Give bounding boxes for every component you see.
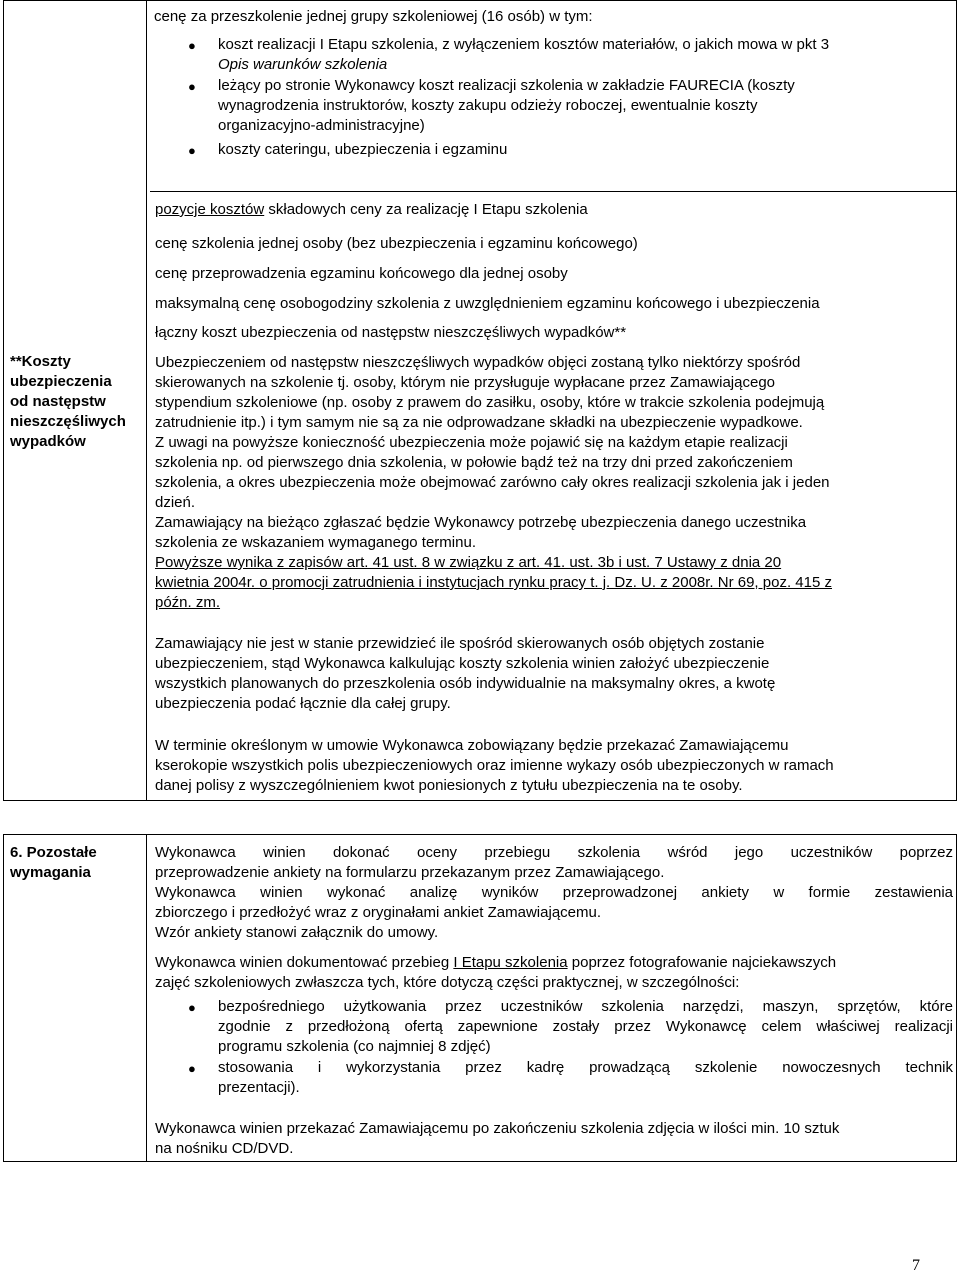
documentation-text-start: Wykonawca winien dokumentować przebieg	[155, 954, 454, 971]
bullet-text: koszt realizacji I Etapu szkolenia, z wyłączeniem kosztów materiałów, o jakich mowa w pkt 3	[218, 36, 830, 53]
insurance-text: zatrudnienie itp.) i tym samym nie są za nie odprowadzane składki na ubezpieczenie wypadkowe.	[155, 414, 803, 431]
insurance-label: ubezpieczenia	[10, 373, 112, 390]
section-label: wymagania	[10, 864, 91, 881]
insurance-text: szkolenia np. od pierwszego dnia szkolenia, w połowie bądź też na trzy dni przed zakończeniem	[155, 454, 793, 471]
legal-reference: kwietnia 2004r. o promocji zatrudnienia i instytucjach rynku pracy t. j. Dz. U. z 2008r. Nr 69, poz. 415 z	[155, 574, 832, 591]
bullet-icon: ●	[188, 1000, 196, 1015]
insurance-text: stypendium szkoleniowe (np. osoby z prawem do zasiłku, osoby, które w trakcie szkolenia podejmują	[155, 394, 825, 411]
bullet-text: bezpośredniego użytkowania przez uczestników szkolenia narzędzi, maszyn, sprzętów, które	[218, 998, 953, 1015]
insurance-text: dzień.	[155, 494, 196, 511]
insurance-text: kserokopie wszystkich polis ubezpieczeniowych oraz imienne wykazy osób ubezpieczonych w ramach	[155, 757, 834, 774]
cost-intro: cenę za przeszkolenie jednej grupy szkoleniowej (16 osób) w tym:	[154, 8, 593, 25]
insurance-label: nieszczęśliwych	[10, 413, 126, 430]
stage-reference: I Etapu szkolenia	[453, 954, 568, 971]
insurance-label: od następstw	[10, 393, 106, 410]
bullet-text: wynagrodzenia instruktorów, koszty zakupu odzieży roboczej, ewentualnie koszty	[218, 97, 758, 114]
cost-row: łączny koszt ubezpieczenia od następstw nieszczęśliwych wypadków**	[155, 324, 627, 341]
insurance-label: wypadków	[10, 433, 86, 450]
insurance-text: szkolenia ze wskazaniem wymaganego terminu.	[155, 534, 476, 551]
insurance-label: **Koszty	[10, 353, 71, 370]
column-divider	[146, 1, 147, 800]
delivery-text: na nośniku CD/DVD.	[155, 1140, 294, 1157]
costs-heading-underlined: pozycje kosztów	[155, 201, 265, 218]
insurance-text: W terminie określonym w umowie Wykonawca zobowiązany będzie przekazać Zamawiającemu	[155, 737, 789, 754]
bullet-text: zgodnie z przedłożoną ofertą zapewnione zostały przez Wykonawcę celem właściwej realizacji	[218, 1018, 953, 1035]
legal-reference: późn. zm.	[155, 594, 221, 611]
column-divider	[146, 835, 147, 1161]
bullet-icon: ●	[188, 79, 196, 94]
requirements-text: zbiorczego i przedłożyć wraz z oryginałami ankiet Zamawiającemu.	[155, 904, 602, 921]
requirements-text: Wzór ankiety stanowi załącznik do umowy.	[155, 924, 439, 941]
bullet-text: prezentacji).	[218, 1079, 300, 1096]
legal-reference: Powyższe wynika z zapisów art. 41 ust. 8 w związku z art. 41. ust. 3b i ust. 7 Ustawy z dnia 20	[155, 554, 782, 571]
cost-row: maksymalną cenę osobogodziny szkolenia z uwzględnieniem egzaminu końcowego i ubezpieczenia	[155, 295, 820, 312]
bullet-text-italic: Opis warunków szkolenia	[218, 56, 388, 73]
documentation-text	[155, 953, 836, 973]
row-divider	[150, 191, 956, 192]
insurance-text: Zamawiający nie jest w stanie przewidzieć ile spośród skierowanych osób objętych zostanie	[155, 635, 765, 652]
insurance-text: skierowanych na szkolenie tj. osoby, którym nie przysługuje wypłacane przez Zamawiającego	[155, 374, 776, 391]
insurance-text: wszystkich planowanych do przeszkolenia osób indywidualnie na maksymalny okres, a kwotę	[155, 675, 776, 692]
insurance-text: Z uwagi na powyższe konieczność ubezpieczenia może pojawić się na każdym etapie realizacji	[155, 434, 788, 451]
page-number: 7	[912, 1257, 920, 1274]
insurance-text: ubezpieczeniem, stąd Wykonawca kalkulując koszty szkolenia winien założyć ubezpieczenie	[155, 655, 770, 672]
cost-row: cenę szkolenia jednej osoby (bez ubezpieczenia i egzaminu końcowego)	[155, 235, 638, 252]
bullet-text: stosowania i wykorzystania przez kadrę prowadzącą szkolenie nowoczesnych technik	[218, 1059, 953, 1076]
bullet-text: organizacyjno-administracyjne)	[218, 117, 425, 134]
bullet-icon: ●	[188, 38, 196, 53]
insurance-text: ubezpieczenia podać łącznie dla całej grupy.	[155, 695, 451, 712]
insurance-text: Zamawiający na bieżąco zgłaszać będzie Wykonawcy potrzebę ubezpieczenia danego uczestnika	[155, 514, 807, 531]
bullet-text: leżący po stronie Wykonawcy koszt realizacji szkolenia w zakładzie FAURECIA (koszty	[218, 77, 795, 94]
bullet-text: programu szkolenia (co najmniej 8 zdjęć)	[218, 1038, 491, 1055]
requirements-text: przeprowadzenie ankiety na formularzu przekazanym przez Zamawiającego.	[155, 864, 665, 881]
delivery-text: Wykonawca winien przekazać Zamawiającemu po zakończeniu szkolenia zdjęcia w ilości min. 10 sztuk	[155, 1120, 840, 1137]
cost-row: cenę przeprowadzenia egzaminu końcowego dla jednej osoby	[155, 265, 568, 282]
costs-heading-rest: składowych ceny za realizację I Etapu szkolenia	[264, 201, 588, 218]
requirements-text: Wykonawca winien dokonać oceny przebiegu szkolenia wśród jego uczestników poprzez	[155, 844, 953, 861]
requirements-text: Wykonawca winien wykonać analizę wyników przeprowadzonej ankiety w formie zestawienia	[155, 884, 953, 901]
insurance-text: szkolenia, a okres ubezpieczenia może obejmować zarówno cały okres realizacji szkolenia jak i jeden	[155, 474, 830, 491]
section-label: 6. Pozostałe	[10, 844, 97, 861]
bullet-text: koszty cateringu, ubezpieczenia i egzaminu	[218, 141, 508, 158]
insurance-text: Ubezpieczeniem od następstw nieszczęśliwych wypadków objęci zostaną tylko niektórzy spośród	[155, 354, 801, 371]
insurance-text: danej polisy z wyszczególnieniem kwot poniesionych z tytułu ubezpieczenia na te osoby.	[155, 777, 743, 794]
bullet-icon: ●	[188, 143, 196, 158]
documentation-text: zajęć szkoleniowych zwłaszcza tych, które dotyczą części praktycznej, w szczególności:	[155, 974, 740, 991]
bullet-icon: ●	[188, 1061, 196, 1076]
documentation-text-end: poprzez fotografowanie najciekawszych	[567, 954, 837, 971]
costs-heading	[155, 200, 588, 220]
